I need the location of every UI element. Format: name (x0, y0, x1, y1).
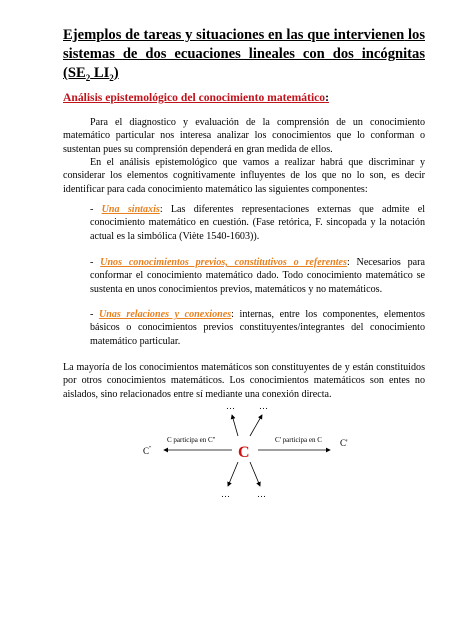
section-heading-colon: : (325, 91, 329, 104)
paragraph-analysis: En el análisis epistemológico que vamos a realizar habrá que discriminar y considerar los elementos cognitivamente influyentes de los que no lo son, es decir identificar para cada conocimiento matemático las siguientes componentes: (63, 157, 425, 195)
list-item-text: : Necesarios para conformar el conocimiento matemático dado. Todo conocimiento matemático se sustenta en unos conocimientos previos, matemáticos y no matemáticos. (90, 257, 425, 295)
list-bullet: - (90, 257, 101, 268)
dots-top-right: … (259, 401, 269, 411)
arrow-down-left (228, 462, 238, 486)
section-heading-text: Análisis epistemológico del conocimiento matemático (63, 91, 326, 104)
title-subscript-1: 2 (85, 72, 91, 83)
left-node-letter: C (143, 446, 150, 456)
right-node: C' (340, 438, 348, 448)
title-end: ) (113, 65, 119, 81)
right-connection-label: C' participa en C (275, 436, 322, 444)
keyword-sintaxis: Una sintaxis (101, 204, 160, 215)
left-node (143, 446, 151, 456)
list-bullet: - (90, 309, 99, 320)
paragraph-conclusion: La mayoría de los conocimientos matemáticos son constituyentes de y están constituidos por otros conocimientos matemáticos. Los conocimientos matemáticos son entes no aislados, sino relacionados entre sí mediante una conexión directa. (63, 362, 425, 400)
title-subscript-2: 2 (109, 72, 114, 83)
list-bullet: - (90, 204, 102, 215)
title-mid: LI (90, 65, 110, 81)
center-node: C (238, 444, 250, 461)
title-line-2: los sistemas de dos ecuaciones lineales con dos (63, 27, 426, 62)
title-line-1: Ejemplos de tareas y situaciones en las que intervienen (63, 27, 405, 43)
keyword-conocimientos-previos: Unos conocimientos previos, constitutivos o referentes (100, 257, 347, 268)
paragraph-intro: Para el diagnostico y evaluación de la comprensión de un conocimiento matemático particular nos interesa analizar los conocimientos que lo conforman o sustentan pues su comprensión dependerá en gran medida de ellos. (63, 117, 425, 155)
left-node-mark: " (149, 446, 152, 452)
arrow-up-left (232, 415, 238, 436)
list-item-text: : internas, entre los componentes, elementos básicos o conocimientos previos constituyentes/integrantes del conocimiento matemático particular. (90, 309, 425, 347)
left-connection-label: C participa en C" (167, 436, 216, 444)
arrow-down-right (250, 462, 260, 486)
title-line-3: incógnitas (SE (63, 46, 425, 81)
keyword-relaciones: Unas relaciones y conexiones (98, 309, 232, 320)
dots-bottom-right: … (257, 489, 267, 499)
arrow-up-right (250, 415, 262, 436)
dots-bottom-left: … (221, 489, 231, 499)
dots-top-left: … (226, 401, 236, 411)
list-item-text: : Las diferentes representaciones externas que admite el conocimiento matemático en cuestión. (Fase retórica, F. sincopada y la notación actual es la simbólica (Viète 1540-1603)). (90, 204, 425, 242)
